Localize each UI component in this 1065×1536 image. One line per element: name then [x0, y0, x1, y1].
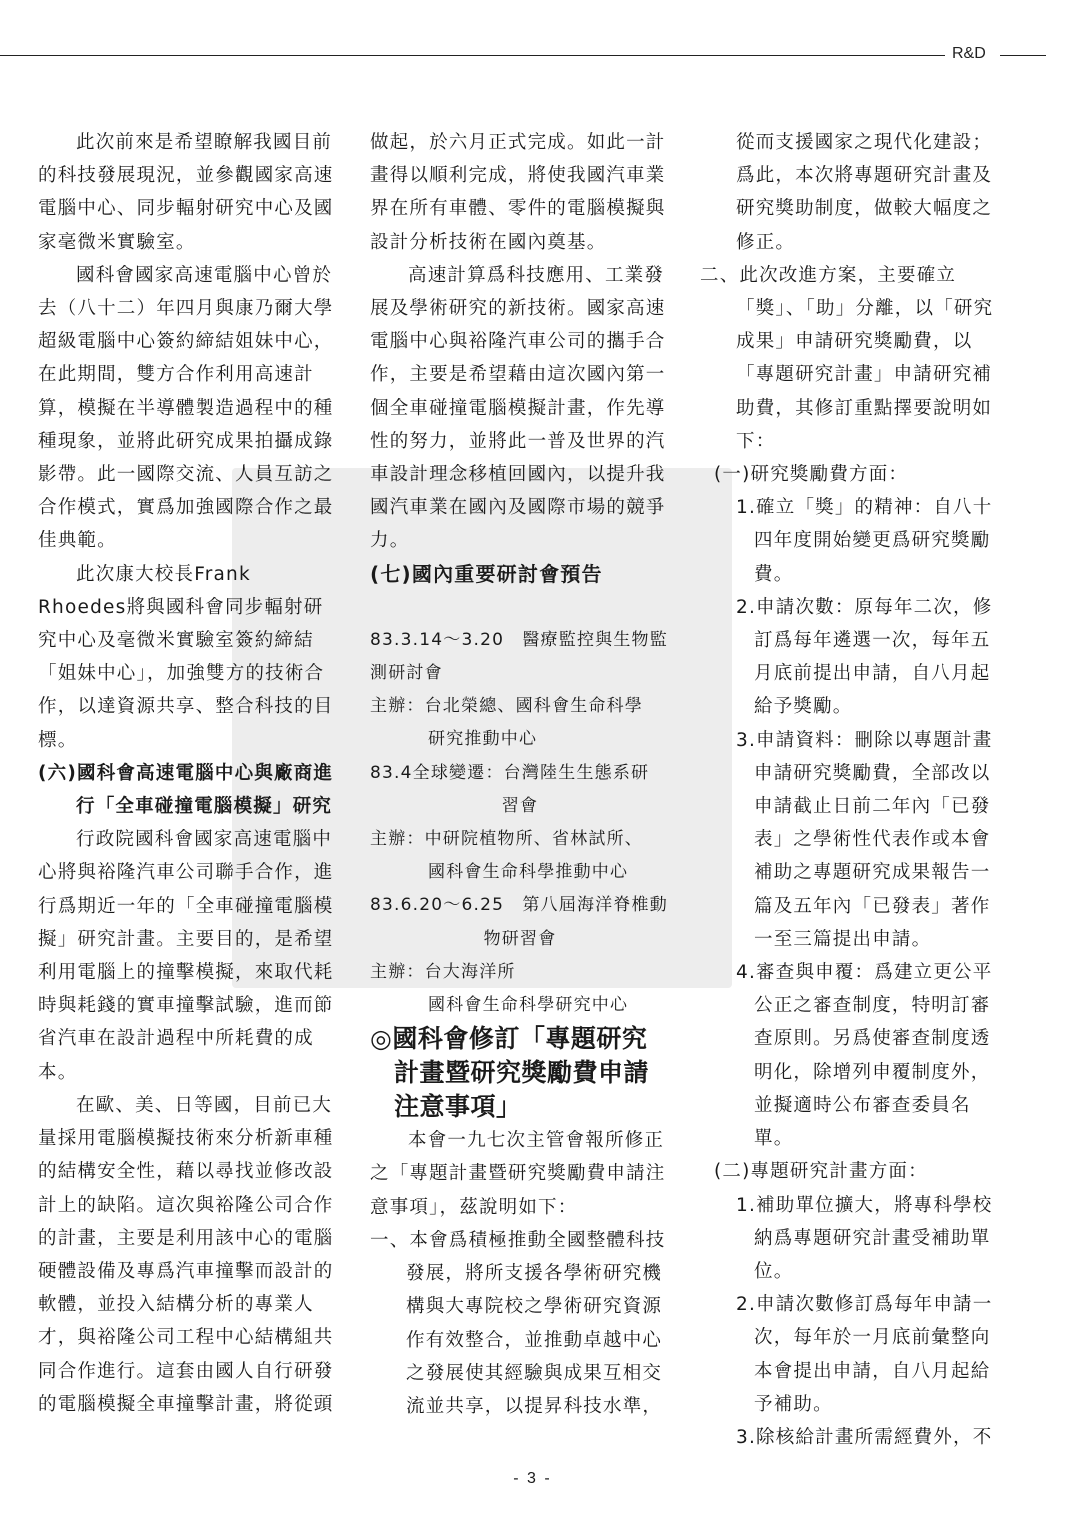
event-1-title: 醫療監控與生物監測研討會: [370, 629, 668, 684]
paragraph: 此次康大校長Frank Rhoedes將與國科會同步輻射研究中心及毫微米實驗室簽約締結「姐妹中心」，加強雙方的技術合作，以達資源共享、整合科技的目標。: [38, 563, 334, 751]
paragraph: 在歐、美、日等國，目前已大量採用電腦模擬技術來分析新車種的結構安全性，藉以尋找並修改設計上的缺陷。這次與裕隆公司合作的計畫，主要是利用該中心的電腦硬體設備及專爲汽車撞擊而設計的軟體，並投入結構分析的專業人才，與裕隆公司工程中心結構組共同合作進行。這套由國人自行研發的電腦模擬全車撞擊計畫，將從頭: [38, 1094, 334, 1415]
list-item: 2.申請次數：原每年二次，修訂爲每年遴選一次，每年五月底前提出申請，自八月起給予獎勵。: [736, 596, 993, 718]
event-1-line: [370, 624, 670, 690]
list-item: 3.除核給計畫所需經費外，不: [736, 1426, 993, 1448]
paragraph: 此次前來是希望瞭解我國目前的科技發展現況，並參觀國家高速電腦中心、同步輻射研究中心及國家毫微米實驗室。: [38, 132, 334, 253]
event-3-host-cont: 國科會生命科學研究中心: [428, 995, 629, 1016]
event-2-line-cont: 習會: [501, 795, 539, 816]
list-item: 1.確立「獎」的精神：自八十四年度開始變更爲研究獎勵費。: [736, 497, 993, 585]
list-item: 4.審查與申覆：爲建立更公平公正之審查制度，特明訂審查原則。另爲使審查制度透明化，除增列申覆制度外，並擬適時公布審查委員名單。: [736, 962, 993, 1150]
subsection-heading: (二)專題研究計畫方面：: [714, 1161, 928, 1183]
numbered-section-2: 二、此次改進方案，主要確立「獎」、「助」分離，以「研究成果」申請研究獎勵費，以「專題研究計畫」申請研究補助費，其修訂重點擇要說明如下：: [700, 264, 994, 452]
section-label: R&D: [952, 45, 986, 62]
paragraph: 國科會國家高速電腦中心曾於去（八十二）年四月與康乃爾大學超級電腦中心簽約締結姐妹中心，在此期間，雙方合作利用高速計算，模擬在半導體製造過程中的種種現象，並將此研究成果拍攝成錄影帶。此一國際交流、人員互訪之合作模式，實爲加強國際合作之最佳典範。: [38, 264, 334, 552]
page-number: - 3 -: [513, 1470, 552, 1487]
header-rule-right: [1000, 55, 1046, 56]
paragraph: 從而支援國家之現代化建設；爲此，本次將專題研究計畫及研究獎助制度，做較大幅度之修正。: [736, 132, 993, 253]
paragraph: 高速計算爲科技應用、工業發展及學術研究的新技術。國家高速電腦中心與裕隆汽車公司的攜手合作，主要是希望藉由這次國內第一個全車碰撞電腦模擬計畫，作先導性的努力，並將此一普及世界的汽車設計理念移植回國內，以提升我國汽車業在國內及國際市場的競爭力。: [370, 264, 666, 552]
subsection-heading: (一)研究獎勵費方面：: [714, 464, 909, 486]
header-rule-left: [0, 55, 945, 56]
section-heading-7: (七)國內重要研討會預告: [370, 561, 603, 586]
event-2-line: 83.4全球變遷：台灣陸生生態系研: [370, 762, 650, 783]
event-3-host: 主辦：台大海洋所: [370, 961, 516, 982]
event-2-host-cont: 國科會生命科學推動中心: [428, 862, 629, 883]
column-1: [38, 126, 340, 1421]
section-heading-6: (六)國科會高速電腦中心與廠商進行「全車碰撞電腦模擬」研究: [38, 762, 334, 818]
list-item: 1.補助單位擴大，將專科學校納爲專題研究計畫受補助單位。: [736, 1194, 993, 1282]
event-3-line: 83.6.20～6.25 第八屆海洋脊椎動: [370, 895, 668, 916]
event-1-date: 83.3.14～3.20: [370, 629, 505, 650]
event-2-host: 主辦：中研院植物所、省林試所、: [370, 829, 643, 850]
column-3: [700, 126, 1000, 1454]
event-list: [370, 624, 670, 1022]
numbered-section-1: 一、本會爲積極推動全國整體科技發展，將所支援各學術研究機構與大專院校之學術研究資源作有效整合，並推動卓越中心之發展使其經驗與成果互相交流並共享，以提昇科技水準，: [370, 1229, 666, 1417]
paragraph: 做起，於六月正式完成。如此一計畫得以順利完成，將使我國汽車業界在所有車體、零件的電腦模擬與設計分析技術在國內奠基。: [370, 132, 666, 253]
column-2: [370, 126, 670, 1423]
main-heading: ◎國科會修訂「專題研究計畫暨研究獎勵費申請注意事項」: [370, 1024, 650, 1122]
event-1-host: 主辦：台北榮總、國科會生命科學: [370, 696, 643, 717]
event-1-host-cont: 研究推動中心: [428, 729, 538, 750]
list-item: 3.申請資料：刪除以專題計畫申請研究獎勵費，全部改以申請截止日前二年內「已發表」之學術性代表作或本會補助之專題研究成果報告一篇及五年內「已發表」著作一至三篇提出申請。: [736, 729, 993, 950]
list-item: 2.申請次數修訂爲每年申請一次，每年於一月底前彙整向本會提出申請，自八月起給予補助。: [736, 1294, 993, 1415]
event-3-line-cont: 物研習會: [483, 928, 557, 949]
paragraph: 行政院國科會國家高速電腦中心將與裕隆汽車公司聯手合作，進行爲期近一年的「全車碰撞電腦模擬」研究計畫。主要目的，是希望利用電腦上的撞擊模擬，來取代耗時與耗錢的實車撞擊試驗，進而節省汽車在設計過程中所耗費的成本。: [38, 829, 334, 1083]
paragraph: 本會一九七次主管會報所修正之「專題計畫暨研究獎勵費申請注意事項」，茲說明如下：: [370, 1130, 666, 1218]
